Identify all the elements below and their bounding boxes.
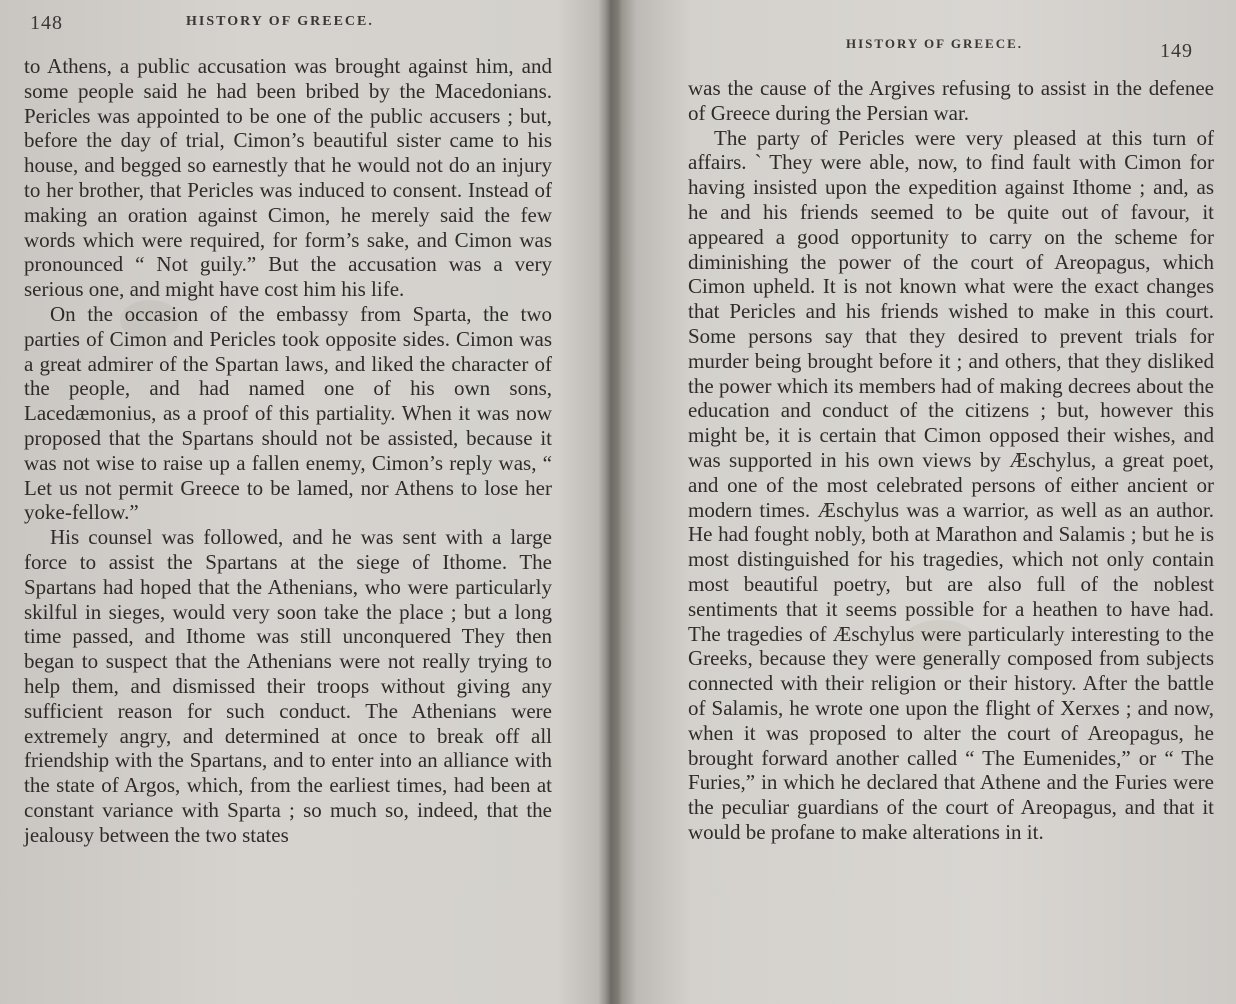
running-head: HISTORY OF GREECE.	[846, 36, 1024, 51]
paragraph: His counsel was followed, and he was sent with a large force to assist the Spartans at the siege of Ithome. The Spartans had hoped that the Athenians, who were particularly skilful in sieges, would very soon take the place ; but a long time passed, and Ithome was still unconquered They then began to suspect that the Athenians were not really trying to help them, and dismissed their troops without giving any sufficient reason for such conduct. The Athenians were extremely angry, and determined at once to break off all friendship with the Spartans, and to enter into an alliance with the state of Argos, which, from the earliest times, had been at constant variance with Sparta ; so much so, indeed, that the jealousy between the two states	[24, 525, 552, 847]
paragraph: The party of Pericles were very pleased at this turn of affairs. ` They were able, now, to find fault with Cimon for having insisted upon the expedition against Ithome ; and, as he and his friends seemed to be quite out of favour, it appeared a good opportunity to carry on the scheme for diminishing the power of the court of Areopagus, which Cimon upheld. It is not known what were the exact changes that Pericles and his friends wished to make in this court. Some persons say that they desired to prevent trials for murder being brought before it ; and others, that they disliked the power which its members had of making decrees about the education and conduct of the citizens ; but, however this might be, it is certain that Cimon opposed their wishes, and was supported in his own views by Æschylus, a great poet, and one of the most celebrated persons of either ancient or modern times. Æschylus was a warrior, as well as an author. He had fought nobly, both at Marathon and Salamis ; but he is most distinguished for his tragedies, which not only contain most beautiful poetry, but are also full of the noblest sentiments that it seems possible for a heathen to have had. The tragedies of Æschylus were particularly interesting to the Greeks, because they were generally composed from subjects connected with their religion or their history. After the battle of Salamis, he wrote one upon the flight of Xerxes ; and now, when it was proposed to alter the court of Areopagus, he brought forward another called “ The Eumenides,” or “ The Furies,” in which he declared that Athene and the Furies were the peculiar guardians of the court of Areopagus, and that it would be profane to make alterations in it.	[688, 125, 1214, 844]
paragraph: was the cause of the Argives refusing to assist in the defenee of Greece during the Persian war.	[688, 76, 1214, 125]
page-number: 148	[30, 12, 63, 34]
page-body-text	[24, 54, 552, 848]
page-body-text	[688, 76, 1214, 845]
left-page	[0, 0, 600, 1004]
paragraph: On the occasion of the embassy from Sparta, the two parties of Cimon and Pericles took opposite sides. Cimon was a great admirer of the Spartan laws, and liked the character of the people, and had named one of his own sons, Lacedæmonius, as a proof of this partiality. When it was now proposed that the Spartans should not be assisted, because it was not wise to raise up a fallen enemy, Cimon’s reply was, “ Let us not permit Greece to be lamed, nor Athens to lose her yoke-fellow.”	[24, 301, 552, 525]
paragraph: to Athens, a public accusation was brought against him, and some people said he had been bribed by the Macedonians. Pericles was appointed to be one of the public accusers ; but, before the day of trial, Cimon’s beautiful sister came to his house, and begged so earnestly that he would not do an injury to her brother, that Pericles was induced to consent. Instead of making an oration against Cimon, he merely said the few words which were required, for form’s sake, and Cimon was pronounced “ Not guily.” But the accusation was a very serious one, and might have cost him his life.	[24, 54, 552, 302]
book-gutter	[598, 0, 622, 1004]
running-head: HISTORY OF GREECE.	[186, 14, 374, 29]
page-number: 149	[1160, 40, 1193, 62]
right-page	[620, 0, 1236, 1004]
